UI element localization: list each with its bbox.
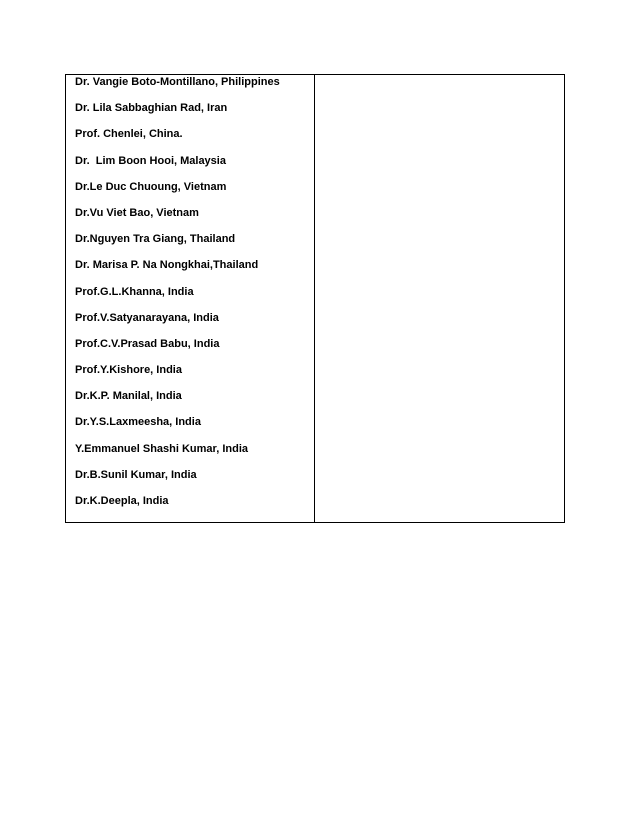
list-item: Prof.C.V.Prasad Babu, India [75,337,220,350]
empty-column [315,75,564,522]
list-item: Dr. Lim Boon Hooi, Malaysia [75,154,226,167]
list-item: Dr. Marisa P. Na Nongkhai,Thailand [75,259,259,272]
list-item: Prof.G.L.Khanna, India [75,285,194,298]
list-item: Prof.V.Satyanarayana, India [75,311,219,324]
list-item: Dr. Lila Sabbaghian Rad, Iran [75,102,228,115]
list-item: Dr.Nguyen Tra Giang, Thailand [75,233,236,246]
list-item: Dr.K.P. Manilal, India [75,390,182,403]
name-list [75,75,280,520]
list-item: Dr.Vu Viet Bao, Vietnam [75,206,199,219]
committee-table [65,74,565,523]
list-item: Prof. Chenlei, China. [75,128,183,141]
list-item: Dr.Le Duc Chuoung, Vietnam [75,180,227,193]
names-column [66,75,315,522]
list-item: Y.Emmanuel Shashi Kumar, India [75,442,248,455]
list-item: Dr.B.Sunil Kumar, India [75,468,197,481]
list-item: Prof.Y.Kishore, India [75,364,182,377]
list-item: Dr.Y.S.Laxmeesha, India [75,416,201,429]
list-item: Dr.K.Deepla, India [75,495,169,507]
list-item: Dr. Vangie Boto-Montillano, Philippines [75,76,280,88]
